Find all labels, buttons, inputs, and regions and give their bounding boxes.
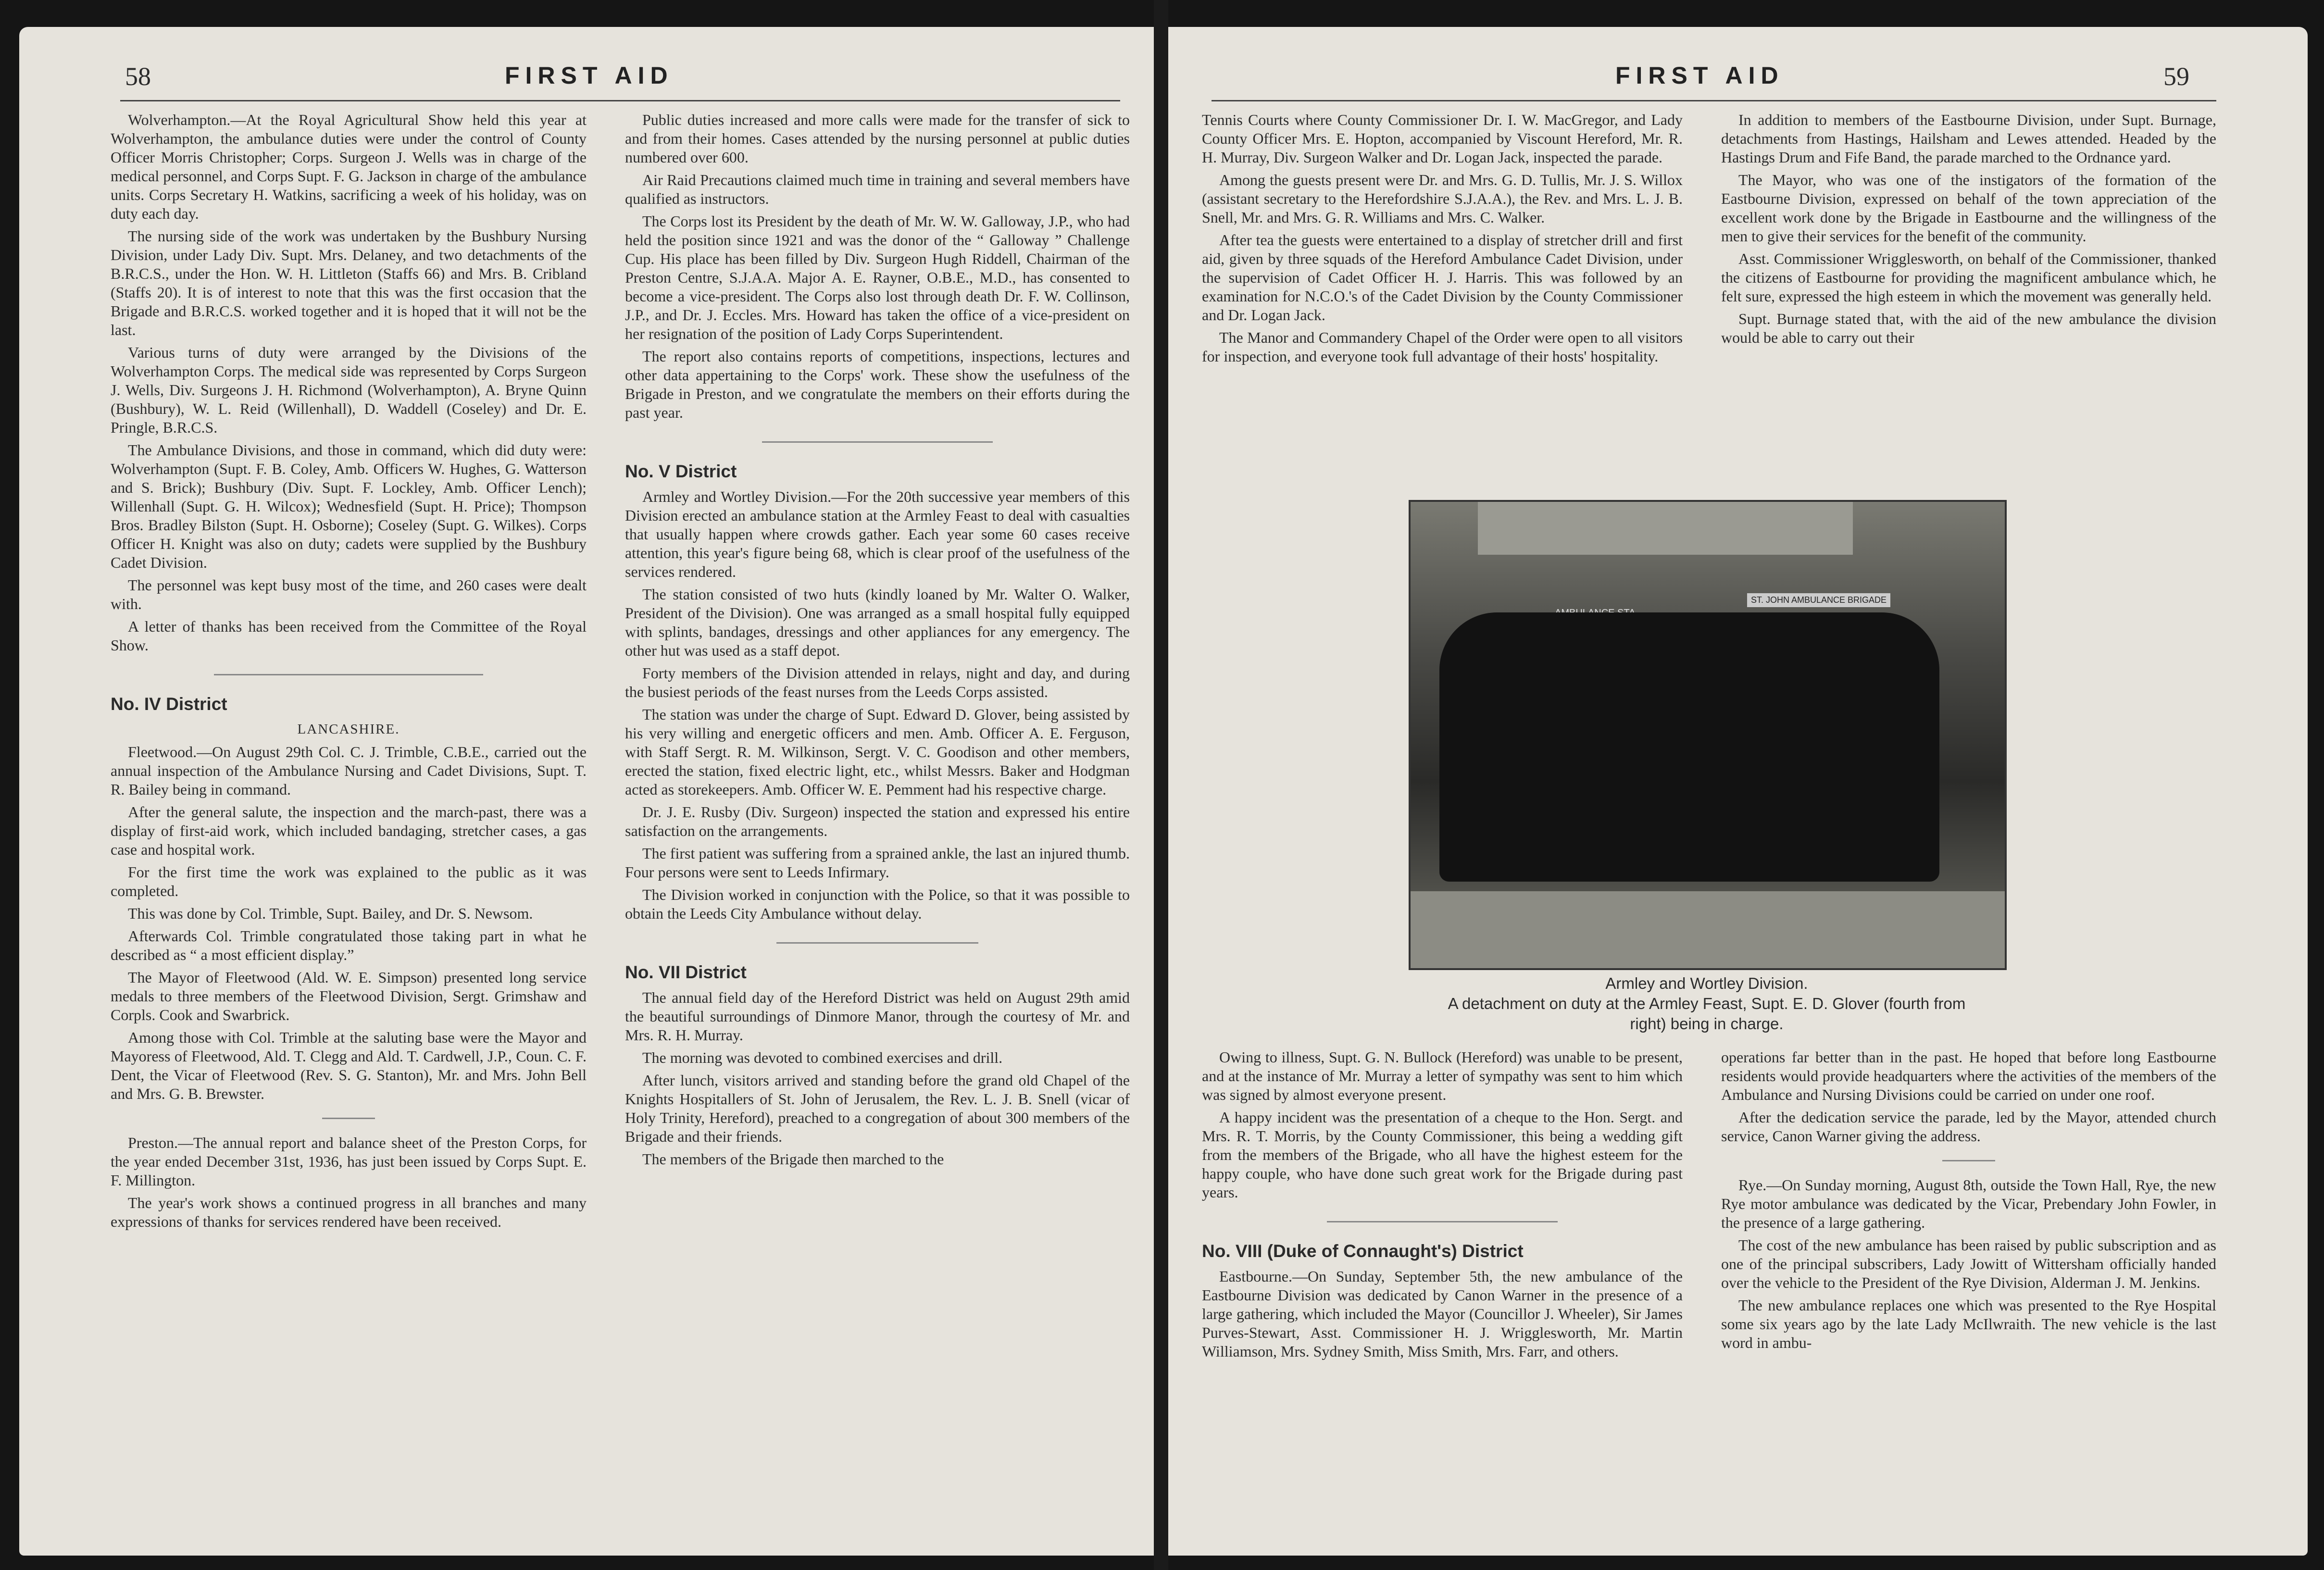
right-page-column-2 xyxy=(1721,111,2216,351)
section-heading-district-viii: No. VIII (Duke of Connaught's) District xyxy=(1202,1241,1524,1261)
paragraph: operations far better than in the past. He hoped that before long Eastbourne residents would provide headquarters where the activities of the members of the Ambulance and Nursing Divisions could be carried on under one roof. xyxy=(1721,1048,2216,1103)
subheading-lancashire: LANCASHIRE. xyxy=(297,722,400,737)
paragraph: After lunch, visitors arrived and standing before the grand old Chapel of the Knights Hospitallers of St. John of Jerusalem, the Rev. L. J. B. Snell (vicar of Holy Trinity, Hereford), preached to a congregation of about 300 members of the Brigade and their friends. xyxy=(625,1072,1130,1145)
paragraph: The station consisted of two huts (kindly loaned by Mr. Walter O. Walker, President of the Division). One was arranged as a small hospital fully equipped with splints, bandages, dressings and other appliances for any emergency. The other hut was used as a staff depot. xyxy=(625,586,1130,659)
paragraph: Public duties increased and more calls were made for the transfer of sick to and from their homes. Cases attended by the nursing personnel at public duties numbered over 600. xyxy=(625,111,1130,166)
paragraph: Afterwards Col. Trimble congratulated those taking part in what he described as “ a most efficient display.” xyxy=(111,927,587,963)
paragraph: The Mayor of Fleetwood (Ald. W. E. Simpson) presented long service medals to three members of the Fleetwood Division, Sergt. Grimshaw and Corpls. Cook and Swarbrick. xyxy=(111,969,587,1023)
paragraph: The Division worked in conjunction with the Police, so that it was possible to obtain the Leeds City Ambulance without delay. xyxy=(625,886,1130,922)
paragraph: The Ambulance Divisions, and those in command, which did duty were: Wolverhampton (Supt. F. B. Coley, Amb. Officers W. Hughes, G. Watterson and S. Brick); Bushbury (Div. Supt. F. Lockley, Amb. Officer Lench); Willenhall (Supt. G. H. Wilcox); Wednesfield (Supt. H. Price); Thompson Bros. Bradley Bilston (Supt. H. Osborne); Coseley (Supt. G. Wilkes). Corps Officer H. Knight was also on duty; cadets were supplied by the Bushbury Cadet Division. xyxy=(111,441,587,571)
paragraph: The morning was devoted to combined exercises and drill. xyxy=(642,1049,1003,1066)
paragraph: The Manor and Commandery Chapel of the Order were open to all visitors for inspection, and everyone took full advantage of their hosts' hospitality. xyxy=(1202,329,1683,365)
section-heading-district-iv: No. IV District xyxy=(111,694,227,714)
paragraph: The station was under the charge of Supt. Edward D. Glover, being assisted by his very willing and energetic officers and men. Amb. Officer A. E. Ferguson, with Staff Sergt. R. M. Wilkinson, Sergt. V. C. Goodison and other members, erected the station, fixed electric light, etc., whilst Messrs. Baker and Hodgman acted as storekeepers. Amb. Officer W. E. Pemment had his respective charge. xyxy=(625,706,1130,798)
section-heading-district-vii: No. VII District xyxy=(625,962,747,982)
paragraph: Among those with Col. Trimble at the saluting base were the Mayor and Mayoress of Fleetwood, Ald. T. Clegg and Ald. T. Cardwell, J.P., Coun. C. F. Dent, the Vicar of Fleetwood (Rev. S. G. Stanton), Mr. and Mrs. John Bell and Mrs. G. B. Brewster. xyxy=(111,1029,587,1102)
short-divider xyxy=(322,1118,375,1119)
paragraph: The Mayor, who was one of the instigators of the formation of the Eastbourne Division, expressed on behalf of the town appreciation of the excellent work done by the Brigade in Eastbourne and the willingness of the men to give their services for the benefit of the community. xyxy=(1721,171,2216,245)
right-page-column-3 xyxy=(1202,1048,1683,1365)
caption-line: right) being in charge. xyxy=(1630,1015,1784,1033)
paragraph: Fleetwood.—On August 29th Col. C. J. Trimble, C.B.E., carried out the annual inspection of the Ambulance Nursing and Cadet Divisions, Supt. T. R. Bailey being in command. xyxy=(111,743,587,798)
paragraph: Among the guests present were Dr. and Mrs. G. D. Tullis, Mr. J. S. Willox (assistant secretary to the Herefordshire S.J.A.A.), the Rev. and Mrs. L. J. B. Snell, Mr. and Mrs. G. R. Williams and Mrs. C. Walker. xyxy=(1202,171,1683,226)
paragraph: Rye.—On Sunday morning, August 8th, outside the Town Hall, Rye, the new Rye motor ambulance was dedicated by the Vicar, Prebendary John Fowler, in the presence of a large gathering. xyxy=(1721,1176,2216,1231)
photo-hut-roof xyxy=(1478,502,1853,555)
paragraph: The new ambulance replaces one which was presented to the Rye Hospital some six years ago by the late Lady McIlwraith. The new vehicle is the last word in ambu- xyxy=(1721,1296,2216,1351)
paragraph: The report also contains reports of competitions, inspections, lectures and other data appertaining to the Corps' work. These show the usefulness of the Brigade in Preston, and we congratulate the members on their efforts during the past year. xyxy=(625,348,1130,421)
paragraph: The Corps lost its President by the death of Mr. W. W. Galloway, J.P., who had held the position since 1921 and was the donor of the “ Galloway ” Challenge Cup. His place has been filled by Div. Surgeon Hugh Riddell, Chairman of the Preston Centre, S.J.A.A. Major A. E. Rayner, O.B.E., M.D., has consented to become a vice-president. The Corps also lost through death Dr. F. W. Collinson, J.P., and Dr. J. Eccles. Mrs. Howard has taken the office of a vice-president on her resignation of the position of Lady Corps Superintendent. xyxy=(625,212,1130,342)
page-number-left: 58 xyxy=(125,62,151,91)
paragraph: In addition to members of the Eastbourne Division, under Supt. Burnage, detachments from Hastings, Hailsham and Lewes attended. Headed by the Hastings Drum and Fife Band, the parade marched to the Ordnance yard. xyxy=(1721,111,2216,166)
paragraph: Wolverhampton.—At the Royal Agricultural Show held this year at Wolverhampton, the ambulance duties were under the control of County Officer Morris Christopher; Corps. Surgeon J. Wells was in charge of the medical personnel, and Corps Supt. F. G. Jackson in charge of the ambulance units. Corps Secretary H. Watkins, sacrificing a week of his holiday, was on duty each day. xyxy=(111,111,587,222)
paragraph: After tea the guests were entertained to a display of stretcher drill and first aid, given by three squads of the Hereford Ambulance Cadet Division, under the supervision of Cadet Officer H. J. Harris. This was followed by an examination for N.C.O.'s of the Cadet Division by the County Commissioner and Dr. Logan Jack. xyxy=(1202,231,1683,324)
left-page-column-1 xyxy=(111,111,587,1235)
paragraph: Tennis Courts where County Commissioner Dr. I. W. MacGregor, and Lady County Officer Mrs. E. Hopton, accompanied by Viscount Hereford, Mr. R. H. Murray, Div. Surgeon Walker and Dr. Logan Jack, inspected the parade. xyxy=(1202,111,1683,166)
paragraph: Supt. Burnage stated that, with the aid of the new ambulance the division would be able to carry out their xyxy=(1721,310,2216,346)
paragraph: Armley and Wortley Division.—For the 20th successive year members of this Division erected an ambulance station at the Armley Feast to deal with casualties that usually happen where crowds gather. Each year some 60 cases receive attention, this year's figure being 68, which is clear proof of the usefulness of the services rendered. xyxy=(625,488,1130,580)
paragraph: Forty members of the Division attended in relays, night and day, and during the busiest periods of the feast nurses from the Leeds Corps assisted. xyxy=(625,664,1130,700)
paragraph: The personnel was kept busy most of the time, and 260 cases were dealt with. xyxy=(111,576,587,612)
section-divider xyxy=(776,942,978,944)
paragraph: The annual field day of the Hereford District was held on August 29th amid the beautiful surroundings of Dinmore Manor, through the courtesy of Mr. and Mrs. R. H. Murray. xyxy=(625,989,1130,1044)
photo-uniformed-group xyxy=(1439,612,1939,882)
section-divider xyxy=(214,674,483,675)
paragraph: After the dedication service the parade, led by the Mayor, attended church service, Canon Warner giving the address. xyxy=(1721,1109,2216,1145)
book-spine xyxy=(1154,0,1168,1570)
caption-line: A detachment on duty at the Armley Feast, Supt. E. D. Glover (fourth from xyxy=(1448,995,1966,1012)
paragraph: After the general salute, the inspection and the march-past, there was a display of first-aid work, which included bandaging, stretcher cases, a gas case and hospital work. xyxy=(111,803,587,858)
photo-ground xyxy=(1411,891,2005,968)
paragraph: The nursing side of the work was undertaken by the Bushbury Nursing Division, under Lady Div. Supt. Mrs. Delaney, and two detachments of the B.R.C.S., under the Hon. W. H. Littleton (Staffs 66) and Mrs. B. Cribland (Staffs 20). It is of interest to note that this was the first occasion that the Brigade and B.R.C.S. worked together and it is hoped that it will not be the last. xyxy=(111,227,587,338)
paragraph: Air Raid Precautions claimed much time in training and several members have qualified as instructors. xyxy=(625,171,1130,207)
paragraph: The members of the Brigade then marched to the xyxy=(642,1150,944,1168)
running-head-right: FIRST AID xyxy=(1615,62,1784,89)
header-rule-left xyxy=(120,100,1120,101)
left-page-column-2 xyxy=(625,111,1130,1172)
paragraph: The year's work shows a continued progress in all branches and many expressions of thanks for services rendered have been received. xyxy=(111,1194,587,1230)
group-photo xyxy=(1409,500,2007,970)
paragraph: A happy incident was the presentation of a cheque to the Hon. Sergt. and Mrs. R. T. Morris, by the County Commissioner, this being a wedding gift from the members of the Brigade, who all have the highest esteem for the happy couple, who have done such great work for the Brigade during past years. xyxy=(1202,1109,1683,1201)
paragraph: A letter of thanks has been received from the Committee of the Royal Show. xyxy=(111,618,587,654)
photo-sign-brigade: ST. JOHN AMBULANCE BRIGADE xyxy=(1747,593,1890,607)
paragraph: Eastbourne.—On Sunday, September 5th, the new ambulance of the Eastbourne Division was dedicated by Canon Warner in the presence of a large gathering, which included the Mayor (Councillor J. Wheeler), Sir James Purves-Stewart, Asst. Commissioner H. J. Wrigglesworth, Mr. Martin Williamson, Mrs. Sydney Smith, Miss Smith, Mrs. Farr, and others. xyxy=(1202,1268,1683,1360)
paragraph: The cost of the new ambulance has been raised by public subscription and as one of the principal subscribers, Lady Jowitt of Wittersham officially handed over the vehicle to the President of the Rye Division, Alderman J. M. Jenkins. xyxy=(1721,1236,2216,1291)
paragraph: Preston.—The annual report and balance sheet of the Preston Corps, for the year ended December 31st, 1936, has just been issued by Corps Supt. E. F. Millington. xyxy=(111,1134,587,1189)
section-divider xyxy=(762,441,993,443)
running-head-left: FIRST AID xyxy=(505,62,674,89)
right-page-column-4 xyxy=(1721,1048,2216,1356)
paragraph: Dr. J. E. Rusby (Div. Surgeon) inspected the station and expressed his entire satisfaction on the arrangements. xyxy=(625,803,1130,839)
paragraph: This was done by Col. Trimble, Supt. Bailey, and Dr. S. Newsom. xyxy=(128,905,533,922)
section-divider xyxy=(1327,1221,1558,1222)
paragraph: Various turns of duty were arranged by the Divisions of the Wolverhampton Corps. The medical side was represented by Corps Surgeon J. Wells, Div. Surgeons J. H. Richmond (Wolverhampton), A. Bryne Quinn (Bushbury), W. L. Reid (Willenhall), D. Waddell (Coseley) and Dr. E. Pringle, B.R.C.S. xyxy=(111,344,587,436)
paragraph: For the first time the work was explained to the public as it was completed. xyxy=(111,863,587,899)
section-heading-district-v: No. V District xyxy=(625,461,737,481)
paragraph: Owing to illness, Supt. G. N. Bullock (Hereford) was unable to be present, and at the instance of Mr. Murray a letter of sympathy was sent to him which was signed by almost everyone present. xyxy=(1202,1048,1683,1103)
page-number-right: 59 xyxy=(2163,62,2189,91)
caption-line: Armley and Wortley Division. xyxy=(1605,974,1808,992)
header-rule-right xyxy=(1212,100,2216,101)
right-page-column-1 xyxy=(1202,111,1683,370)
paragraph: The first patient was suffering from a sprained ankle, the last an injured thumb. Four persons were sent to Leeds Infirmary. xyxy=(625,845,1130,881)
photo-caption xyxy=(1370,973,2043,1034)
paragraph: Asst. Commissioner Wrigglesworth, on behalf of the Commissioner, thanked the citizens of Eastbourne for providing the magnificent ambulance which, he felt sure, expressed the high esteem in which the movement was generally held. xyxy=(1721,250,2216,305)
short-divider xyxy=(1942,1160,1995,1161)
